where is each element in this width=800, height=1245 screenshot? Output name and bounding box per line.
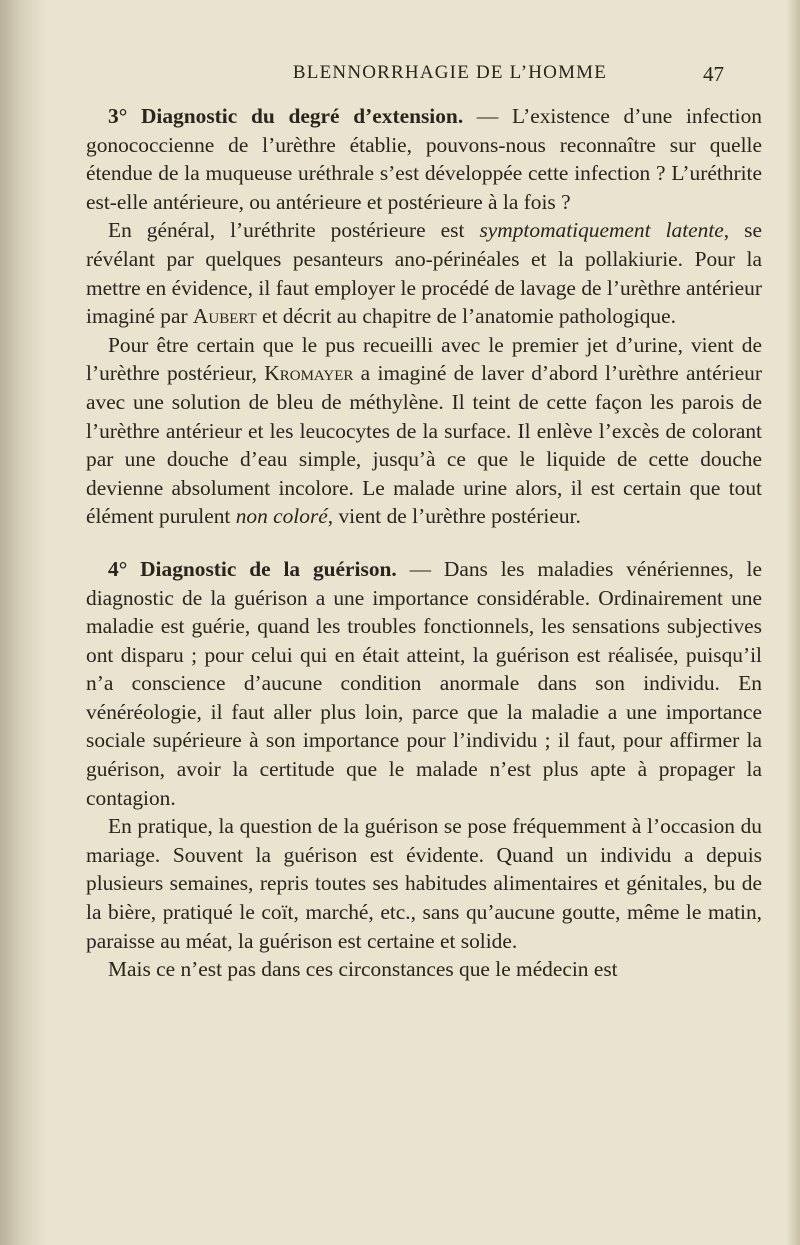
italic-run: non coloré xyxy=(235,504,328,529)
page-header xyxy=(140,62,760,90)
paragraph xyxy=(86,216,762,330)
paragraph: Mais ce n’est pas dans ces circonstances que le médecin est xyxy=(108,957,618,982)
author-name: Kromayer xyxy=(264,361,354,386)
paragraph-text: — L’existence d’une infection gonococcienne de l’urèthre établie, pouvons-nous reconnaître sur quelle étendue de la muqueuse uréthrale s’est développée cette infection ? L’uréthrite est-elle antérieure, ou antérieure et postérieure à la fois ? xyxy=(86,104,762,214)
paragraph-text: — Dans les maladies vénériennes, le diagnostic de la guérison a une importance considérable. Ordinairement une maladie est guérie, quand les troubles fonctionnels, les sensations subjectives ont disparu ; pour celui qui en était atteint, la guérison est réalisée, puisqu’il n’a conscience d’aucune condition anormale dans son individu. En vénéréologie, il faut aller plus loin, parce que la maladie a une importance sociale supérieure à son importance pour l’individu ; il faut, pour affirmer la guérison, avoir la certitude que le malade n’est plus apte à propager la contagion. xyxy=(86,556,762,810)
running-head: BLENNORRHAGIE DE L’HOMME xyxy=(292,62,608,83)
text-run: , vient de l’urèthre postérieur. xyxy=(327,504,581,529)
italic-run: symptomatiquement latente xyxy=(479,218,724,243)
paragraph xyxy=(86,102,762,216)
section-title: 4° Diagnostic de la guérison. xyxy=(108,556,397,581)
body-text xyxy=(86,102,762,984)
section-title: 3° Diagnostic du degré d’extension. xyxy=(108,104,464,128)
author-name: Aubert xyxy=(192,304,257,329)
text-run: a imaginé de laver d’abord l’urèthre antérieur avec une solution de bleu de méthylène. Il teint de cette façon les parois de l’urèthre antérieur et les leucocytes de la surface. Il enlève l’excès de colorant par une douche d’eau simple, jusqu’à ce que le liquide de cette douche devienne absolument incolore. Le malade urine alors, il est certain que tout élément purulent xyxy=(86,361,763,529)
paragraph xyxy=(86,555,762,812)
paragraph: En pratique, la question de la guérison se pose fréquemment à l’occasion du mariage. Souvent la guérison est évidente. Quand un individu a depuis plusieurs semaines, repris toutes ses habitudes alimentaires et génitales, bu de la bière, pratiqué le coït, marché, etc., sans qu’aucune goutte, même le matin, paraisse au méat, la guérison est certaine et solide. xyxy=(86,814,762,953)
page-edge-shadow-right xyxy=(786,0,800,1245)
text-run: et décrit au chapitre de l’anatomie pathologique. xyxy=(256,304,676,329)
text-run: Pour être certain que le pus recueilli avec le premier jet d’urine, vient de l’urèthre postérieur, xyxy=(86,332,762,386)
text-run: , se révélant par quelques pesanteurs ano-périnéales et la pollakiurie. Pour la mettre en évidence, il faut employer le procédé de lavage de l’urèthre antérieur imaginé par xyxy=(86,218,762,329)
page-number: 47 xyxy=(703,62,724,86)
paragraph xyxy=(86,331,762,531)
page-edge-shadow xyxy=(0,0,46,1245)
text-run: En général, l’uréthrite postérieure est xyxy=(108,218,480,243)
